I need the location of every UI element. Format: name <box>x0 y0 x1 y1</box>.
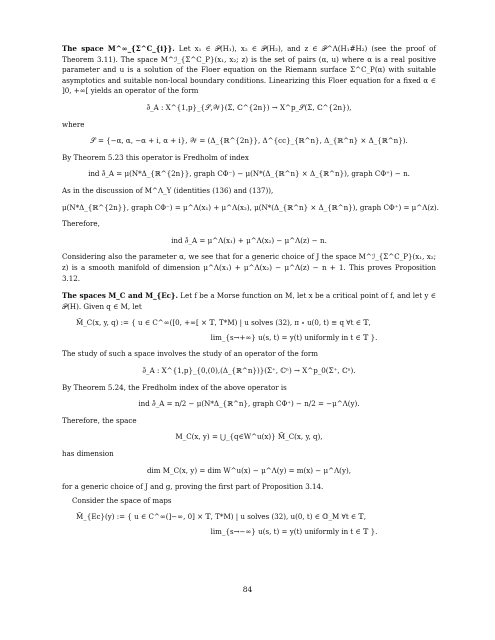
equation-11b: lim_{s→−∞} u(s, t) = y(t) uniformly in t ∈ 𝕋 }. <box>210 527 378 536</box>
therefore-label-2: Therefore, the space <box>62 415 137 425</box>
equation-7: ∂̄_A : X^{1,p}_{0,(0),(Δ_{ℝ^n})}(Σ⁺, ℂⁿ) → X^p_0(Σ⁺, ℂⁿ). <box>142 366 356 376</box>
equation-8: ind ∂̄_A = n/2 − μ(N*Δ_{ℝ^n}, graph CΦ⁺) − n/2 = −μ^Λ(y). <box>138 399 360 409</box>
page-number: 84 <box>242 585 253 594</box>
paragraph-3: As in the discussion of M^Λ_Υ (identities (136) and (137)), <box>62 185 274 195</box>
equation-9: M_C(x, y) = ⋃_{q∈W^u(x)} M̃_C(x, y, q), <box>175 432 323 442</box>
equation-5: ind ∂̄_A = μ^Λ(x₁) + μ^Λ(x₂) − μ^Λ(z) − n. <box>171 235 327 245</box>
equation-6a: M̃_C(x, y, q) := { u ∈ C^∞([0, +∞[ × 𝕋, T*M) | u solves (32), π ∘ u(0, t) ≡ q ∀t ∈ 𝕋, <box>76 318 371 328</box>
equation-1: ∂̄_A : X^{1,p}_{𝒮,𝒲}(Σ, ℂ^{2n}) → X^p_𝒮(Σ, ℂ^{2n}), <box>146 102 352 112</box>
section-heading: The spaces M_C and M_{Ec}. <box>62 291 178 301</box>
equation-2: 𝒮 = {−α, α, −α + i, α + i}, 𝒲 = (Δ_{ℝ^{2n}}, Δ^{cc}_{ℝ^n}, Δ_{ℝ^n} × Δ_{ℝ^n}). <box>90 136 408 146</box>
paragraph-6: The study of such a space involves the study of an operator of the form <box>62 349 318 359</box>
paragraph-9: Consider the space of maps <box>72 495 172 505</box>
therefore-label: Therefore, <box>62 219 100 229</box>
paragraph-5 <box>62 291 436 312</box>
where-label: where <box>62 119 85 129</box>
equation-4: μ(N*Δ_{ℝ^{2n}}, graph CΦ⁻) = μ^Λ(x₁) + μ^Λ(x₂), μ(N*(Δ_{ℝ^n} × Δ_{ℝ^n}), graph CΦ⁺) = μ^Λ(z). <box>62 202 439 212</box>
paragraph-text: Let x₁ ∈ 𝒫(H₁), x₂ ∈ 𝒫(H₂), and z ∈ 𝒫^Λ(H₁#H₂) (see the proof of Theorem 3.11). The space M^ℐ_{Σ^C_P}(x₁, x₂; z) is the set of pairs (α, u) where α is a real positive parameter and u is a solution of the Floer equation on the Riemann surface Σ^C_P(α) with suitable asymptotics and suitable non-local boundary conditions. Linearizing this Floer equation for a fixed α ∈ ]0, +∞[ yields an operator of the form <box>62 44 436 96</box>
paragraph-7: By Theorem 5.24, the Fredholm index of the above operator is <box>62 382 287 392</box>
equation-11a: M̃_{Ec}(y) := { u ∈ C^∞(]−∞, 0] × 𝕋, T*M) | u solves (32), u(0, t) ∈ 𝕆_M ∀t ∈ 𝕋, <box>76 512 366 522</box>
equation-10: dim M_C(x, y) = dim W^u(x) − μ^Λ(y) = m(x) − μ^Λ(y), <box>147 465 351 475</box>
equation-6b: lim_{s→+∞} u(s, t) = y(t) uniformly in t ∈ 𝕋 }. <box>210 332 378 342</box>
paragraph-2: By Theorem 5.23 this operator is Fredholm of index <box>62 152 249 162</box>
page-body <box>62 44 439 544</box>
paragraph-4: Considering also the parameter α, we see that for a generic choice of J the space M^ℐ_{Σ^C_P}(x₁, x₂; z) is a smooth manifold of dimension μ^Λ(x₁) + μ^Λ(x₂) − μ^Λ(z) − n + 1. This proves Proposition 3.12. <box>62 252 436 283</box>
paragraph-1 <box>62 44 436 97</box>
paragraph-text: Let f be a Morse function on M, let x be a critical point of f, and let y ∈ 𝒫(H). Given q ∈ M, let <box>62 291 436 311</box>
equation-3: ind ∂̄_A = μ(N*Δ_{ℝ^{2n}}, graph CΦ⁻) − μ(N*(Δ_{ℝ^n} × Δ_{ℝ^n}), graph CΦ⁺) − n. <box>88 169 410 179</box>
paragraph-8: for a generic choice of J and g, proving the first part of Proposition 3.14. <box>62 482 324 492</box>
section-heading: The space M^∞_{Σ^C_{i}}. <box>62 44 175 53</box>
has-dimension-label: has dimension <box>62 449 114 459</box>
